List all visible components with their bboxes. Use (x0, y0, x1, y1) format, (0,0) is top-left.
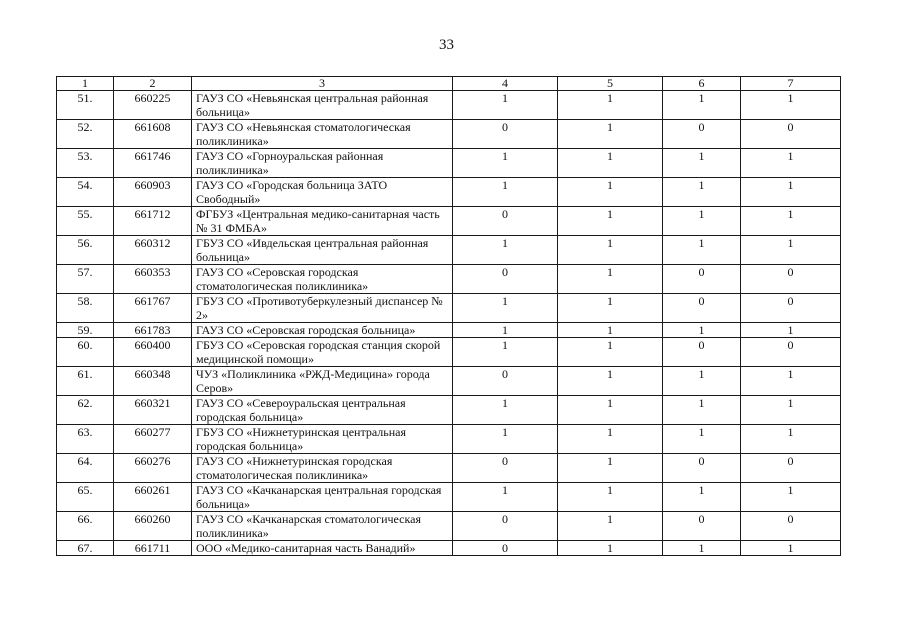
value-cell-col6: 0 (663, 512, 741, 541)
org-name-cell: ФГБУЗ «Центральная медико-санитарная часть № 31 ФМБА» (192, 207, 453, 236)
table-row (57, 207, 841, 236)
table-row (57, 236, 841, 265)
value-cell-col6: 1 (663, 207, 741, 236)
value-cell-col5: 1 (558, 396, 663, 425)
table-row (57, 454, 841, 483)
row-number-cell: 65. (57, 483, 114, 512)
org-name-cell: ГАУЗ СО «Нижнетуринская городская стоматологическая поликлиника» (192, 454, 453, 483)
value-cell-col6: 1 (663, 236, 741, 265)
value-cell-col5: 1 (558, 91, 663, 120)
value-cell-col7: 1 (741, 367, 841, 396)
value-cell-col5: 1 (558, 483, 663, 512)
org-code-cell: 661783 (114, 323, 192, 338)
value-cell-col5: 1 (558, 338, 663, 367)
value-cell-col6: 1 (663, 541, 741, 556)
column-header: 6 (663, 77, 741, 91)
table-row (57, 149, 841, 178)
row-number-cell: 64. (57, 454, 114, 483)
value-cell-col4: 0 (453, 207, 558, 236)
value-cell-col6: 1 (663, 149, 741, 178)
org-name-cell: ЧУЗ «Поликлиника «РЖД-Медицина» города Серов» (192, 367, 453, 396)
org-code-cell: 660312 (114, 236, 192, 265)
row-number-cell: 63. (57, 425, 114, 454)
org-name-cell: ГАУЗ СО «Серовская городская больница» (192, 323, 453, 338)
value-cell-col7: 0 (741, 265, 841, 294)
value-cell-col4: 0 (453, 541, 558, 556)
org-code-cell: 660400 (114, 338, 192, 367)
row-number-cell: 52. (57, 120, 114, 149)
value-cell-col4: 0 (453, 454, 558, 483)
table-row (57, 512, 841, 541)
table-row (57, 120, 841, 149)
value-cell-col6: 1 (663, 396, 741, 425)
value-cell-col5: 1 (558, 367, 663, 396)
value-cell-col6: 1 (663, 178, 741, 207)
org-name-cell: ГБУЗ СО «Нижнетуринская центральная городская больница» (192, 425, 453, 454)
org-code-cell: 661746 (114, 149, 192, 178)
value-cell-col4: 1 (453, 396, 558, 425)
value-cell-col7: 1 (741, 323, 841, 338)
value-cell-col7: 1 (741, 236, 841, 265)
org-name-cell: ООО «Медико-санитарная часть Ванадий» (192, 541, 453, 556)
org-code-cell: 660353 (114, 265, 192, 294)
table-row (57, 483, 841, 512)
registry-table (56, 76, 841, 556)
org-code-cell: 660261 (114, 483, 192, 512)
value-cell-col4: 1 (453, 149, 558, 178)
value-cell-col6: 0 (663, 338, 741, 367)
table-row (57, 425, 841, 454)
org-name-cell: ГАУЗ СО «Невьянская стоматологическая поликлиника» (192, 120, 453, 149)
value-cell-col6: 0 (663, 265, 741, 294)
value-cell-col6: 1 (663, 425, 741, 454)
value-cell-col6: 0 (663, 120, 741, 149)
value-cell-col4: 1 (453, 338, 558, 367)
org-code-cell: 660276 (114, 454, 192, 483)
value-cell-col7: 1 (741, 425, 841, 454)
org-name-cell: ГАУЗ СО «Качканарская центральная городская больница» (192, 483, 453, 512)
table-row (57, 265, 841, 294)
row-number-cell: 59. (57, 323, 114, 338)
value-cell-col7: 0 (741, 120, 841, 149)
value-cell-col5: 1 (558, 265, 663, 294)
value-cell-col4: 1 (453, 323, 558, 338)
value-cell-col4: 1 (453, 483, 558, 512)
org-name-cell: ГАУЗ СО «Североуральская центральная городская больница» (192, 396, 453, 425)
column-header: 4 (453, 77, 558, 91)
value-cell-col4: 1 (453, 91, 558, 120)
table-row (57, 91, 841, 120)
org-code-cell: 660260 (114, 512, 192, 541)
value-cell-col7: 1 (741, 207, 841, 236)
value-cell-col7: 1 (741, 541, 841, 556)
column-header: 5 (558, 77, 663, 91)
header-row (57, 77, 841, 91)
value-cell-col4: 0 (453, 367, 558, 396)
table-row (57, 541, 841, 556)
table-row (57, 178, 841, 207)
value-cell-col7: 0 (741, 454, 841, 483)
value-cell-col4: 1 (453, 236, 558, 265)
value-cell-col7: 0 (741, 338, 841, 367)
org-code-cell: 661711 (114, 541, 192, 556)
org-name-cell: ГАУЗ СО «Серовская городская стоматологическая поликлиника» (192, 265, 453, 294)
value-cell-col4: 0 (453, 120, 558, 149)
table-row (57, 396, 841, 425)
value-cell-col7: 1 (741, 483, 841, 512)
value-cell-col5: 1 (558, 454, 663, 483)
value-cell-col6: 1 (663, 323, 741, 338)
row-number-cell: 54. (57, 178, 114, 207)
value-cell-col7: 1 (741, 178, 841, 207)
value-cell-col7: 0 (741, 294, 841, 323)
row-number-cell: 66. (57, 512, 114, 541)
column-header: 1 (57, 77, 114, 91)
value-cell-col4: 0 (453, 512, 558, 541)
row-number-cell: 56. (57, 236, 114, 265)
org-code-cell: 660225 (114, 91, 192, 120)
value-cell-col5: 1 (558, 425, 663, 454)
value-cell-col5: 1 (558, 120, 663, 149)
org-name-cell: ГАУЗ СО «Качканарская стоматологическая поликлиника» (192, 512, 453, 541)
value-cell-col6: 1 (663, 91, 741, 120)
org-code-cell: 660903 (114, 178, 192, 207)
value-cell-col4: 1 (453, 425, 558, 454)
value-cell-col6: 0 (663, 454, 741, 483)
org-code-cell: 660348 (114, 367, 192, 396)
org-name-cell: ГБУЗ СО «Противотуберкулезный диспансер № 2» (192, 294, 453, 323)
org-code-cell: 661767 (114, 294, 192, 323)
org-code-cell: 660321 (114, 396, 192, 425)
row-number-cell: 62. (57, 396, 114, 425)
row-number-cell: 58. (57, 294, 114, 323)
value-cell-col4: 1 (453, 178, 558, 207)
table-row (57, 294, 841, 323)
value-cell-col7: 1 (741, 396, 841, 425)
value-cell-col7: 1 (741, 149, 841, 178)
table-row (57, 367, 841, 396)
org-code-cell: 660277 (114, 425, 192, 454)
value-cell-col5: 1 (558, 207, 663, 236)
value-cell-col5: 1 (558, 236, 663, 265)
column-header: 3 (192, 77, 453, 91)
org-name-cell: ГАУЗ СО «Невьянская центральная районная больница» (192, 91, 453, 120)
row-number-cell: 53. (57, 149, 114, 178)
value-cell-col5: 1 (558, 323, 663, 338)
value-cell-col4: 0 (453, 265, 558, 294)
org-name-cell: ГАУЗ СО «Горноуральская районная поликлиника» (192, 149, 453, 178)
row-number-cell: 60. (57, 338, 114, 367)
table-row (57, 338, 841, 367)
row-number-cell: 55. (57, 207, 114, 236)
table-row (57, 323, 841, 338)
value-cell-col7: 0 (741, 512, 841, 541)
org-name-cell: ГБУЗ СО «Серовская городская станция скорой медицинской помощи» (192, 338, 453, 367)
value-cell-col5: 1 (558, 149, 663, 178)
org-code-cell: 661712 (114, 207, 192, 236)
row-number-cell: 57. (57, 265, 114, 294)
value-cell-col7: 1 (741, 91, 841, 120)
org-name-cell: ГБУЗ СО «Ивдельская центральная районная больница» (192, 236, 453, 265)
value-cell-col5: 1 (558, 294, 663, 323)
value-cell-col5: 1 (558, 512, 663, 541)
row-number-cell: 67. (57, 541, 114, 556)
row-number-cell: 51. (57, 91, 114, 120)
value-cell-col5: 1 (558, 178, 663, 207)
value-cell-col6: 0 (663, 294, 741, 323)
org-code-cell: 661608 (114, 120, 192, 149)
value-cell-col6: 1 (663, 483, 741, 512)
column-header: 7 (741, 77, 841, 91)
org-name-cell: ГАУЗ СО «Городская больница ЗАТО Свободный» (192, 178, 453, 207)
page-number: 33 (439, 37, 454, 53)
value-cell-col4: 1 (453, 294, 558, 323)
value-cell-col5: 1 (558, 541, 663, 556)
row-number-cell: 61. (57, 367, 114, 396)
value-cell-col6: 1 (663, 367, 741, 396)
column-header: 2 (114, 77, 192, 91)
